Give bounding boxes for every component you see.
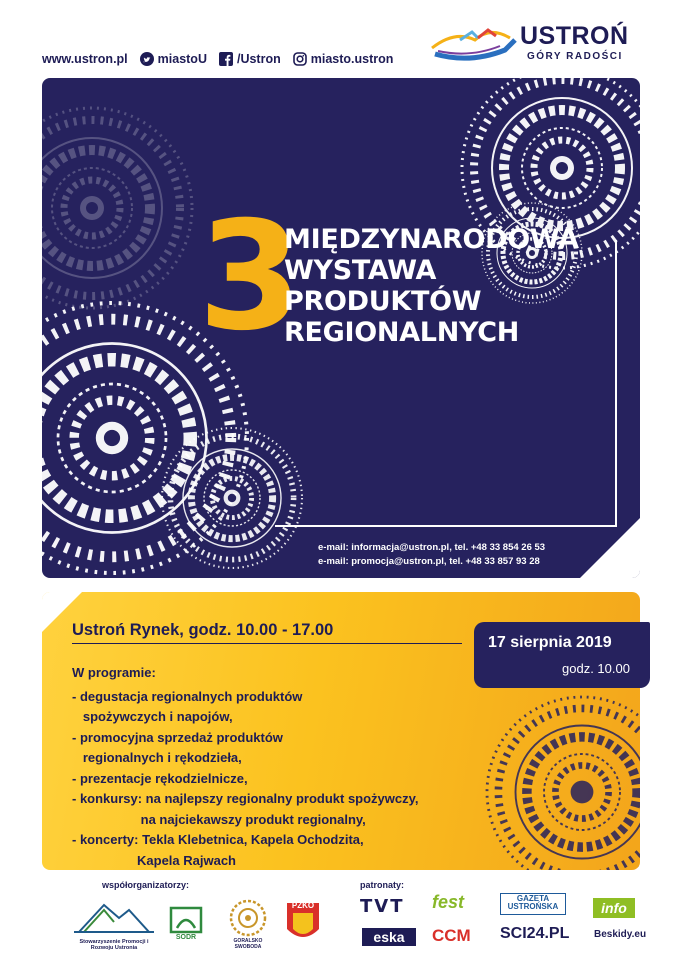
contact-line-2: e-mail: promocja@ustron.pl, tel. +48 33 857 93 28 bbox=[318, 556, 540, 567]
instagram-link[interactable] bbox=[293, 52, 394, 66]
coorganizer-name: PZKO bbox=[291, 901, 315, 910]
patron-logo-sci24: SCI24.PL bbox=[500, 925, 570, 942]
title-line-4: REGIONALNYCH bbox=[284, 317, 520, 348]
patron-logo-fest: fest bbox=[432, 892, 465, 912]
venue-time: Ustroń Rynek, godz. 10.00 - 17.00 bbox=[72, 621, 334, 639]
program-line: - prezentacje rękodzielnicze, bbox=[72, 770, 248, 786]
program-line: regionalnych i rękodzieła, bbox=[72, 750, 242, 765]
website-text: www.ustron.pl bbox=[42, 52, 128, 66]
program-line: na najciekawszy produkt regionalny, bbox=[72, 811, 366, 827]
website-link[interactable] bbox=[42, 52, 128, 66]
date-badge bbox=[474, 622, 650, 688]
program-line: spożywczych i napojów, bbox=[72, 709, 233, 724]
program-line: - degustacja regionalnych produktów bbox=[72, 688, 303, 704]
contact-line-1: e-mail: informacja@ustron.pl, tel. +48 33 854 26 53 bbox=[318, 542, 546, 553]
patron-logo-gazeta: GAZETA USTROŃSKA bbox=[500, 893, 566, 915]
facebook-link[interactable] bbox=[219, 52, 281, 66]
facebook-text: /Ustron bbox=[236, 52, 281, 66]
twitter-text: miastoU bbox=[157, 52, 207, 66]
coorganizer-logo-stowarzyszenie bbox=[74, 900, 154, 950]
title-line-1: MIĘDZYNARODOWA bbox=[284, 224, 579, 255]
logo-title: USTROŃ bbox=[520, 22, 629, 50]
twitter-icon bbox=[140, 52, 154, 66]
title-line-3: PRODUKTÓW bbox=[284, 286, 482, 317]
program-line: - koncerty: Tekla Klebetnica, Kapela Ochodzita, bbox=[72, 832, 364, 847]
coorganizer-logo-sodr bbox=[162, 902, 210, 946]
mountains-logo-icon bbox=[430, 18, 525, 63]
twitter-link[interactable] bbox=[140, 52, 207, 66]
program-line: Kapela Rajwach bbox=[72, 852, 236, 868]
program-list bbox=[72, 663, 419, 871]
social-links bbox=[42, 50, 399, 68]
mountain-logo-icon bbox=[74, 900, 154, 934]
instagram-icon bbox=[293, 52, 307, 66]
edition-number: 3 bbox=[198, 190, 303, 364]
patron-logo-beskidy: Beskidy.eu bbox=[594, 929, 647, 940]
program-heading: W programie: bbox=[72, 665, 156, 680]
patron-logo-eska: eska bbox=[362, 928, 416, 946]
program-line: - promocyjna sprzedaż produktów bbox=[72, 729, 283, 745]
coorganizer-name: Stowarzyszenie Promocji i Rozwoju Ustronia bbox=[79, 939, 149, 951]
logo-subtitle: GÓRY RADOŚCI bbox=[527, 51, 623, 62]
facebook-icon bbox=[219, 52, 233, 66]
patrons-label: patronaty: bbox=[360, 880, 405, 890]
event-start-time: godz. 10.00 bbox=[562, 661, 630, 676]
title-line-2: WYSTAWA bbox=[284, 255, 437, 286]
event-date: 17 sierpnia 2019 bbox=[488, 634, 612, 651]
coorganizers-label: współorganizatorzy: bbox=[102, 880, 190, 890]
patron-logo-info: info bbox=[593, 898, 635, 918]
divider bbox=[72, 643, 462, 644]
event-title bbox=[284, 224, 579, 348]
program-line: - konkursy: na najlepszy regionalny produkt spożywczy, bbox=[72, 791, 419, 806]
patron-logo-tvt: TVT bbox=[360, 896, 405, 917]
coorganizer-name: ŚODR bbox=[175, 934, 197, 941]
corner-notch bbox=[580, 518, 640, 578]
coorganizer-name: GORALSKO SWOBODA bbox=[233, 938, 263, 950]
instagram-text: miasto.ustron bbox=[310, 52, 394, 66]
sodr-logo-icon bbox=[169, 906, 203, 934]
patron-logo-ccm: CCM bbox=[432, 926, 471, 945]
coorganizer-logo-goralsko bbox=[220, 898, 276, 950]
wreath-logo-icon bbox=[228, 898, 268, 938]
contact-info bbox=[318, 541, 545, 569]
coorganizer-logo-pzko bbox=[283, 898, 323, 948]
